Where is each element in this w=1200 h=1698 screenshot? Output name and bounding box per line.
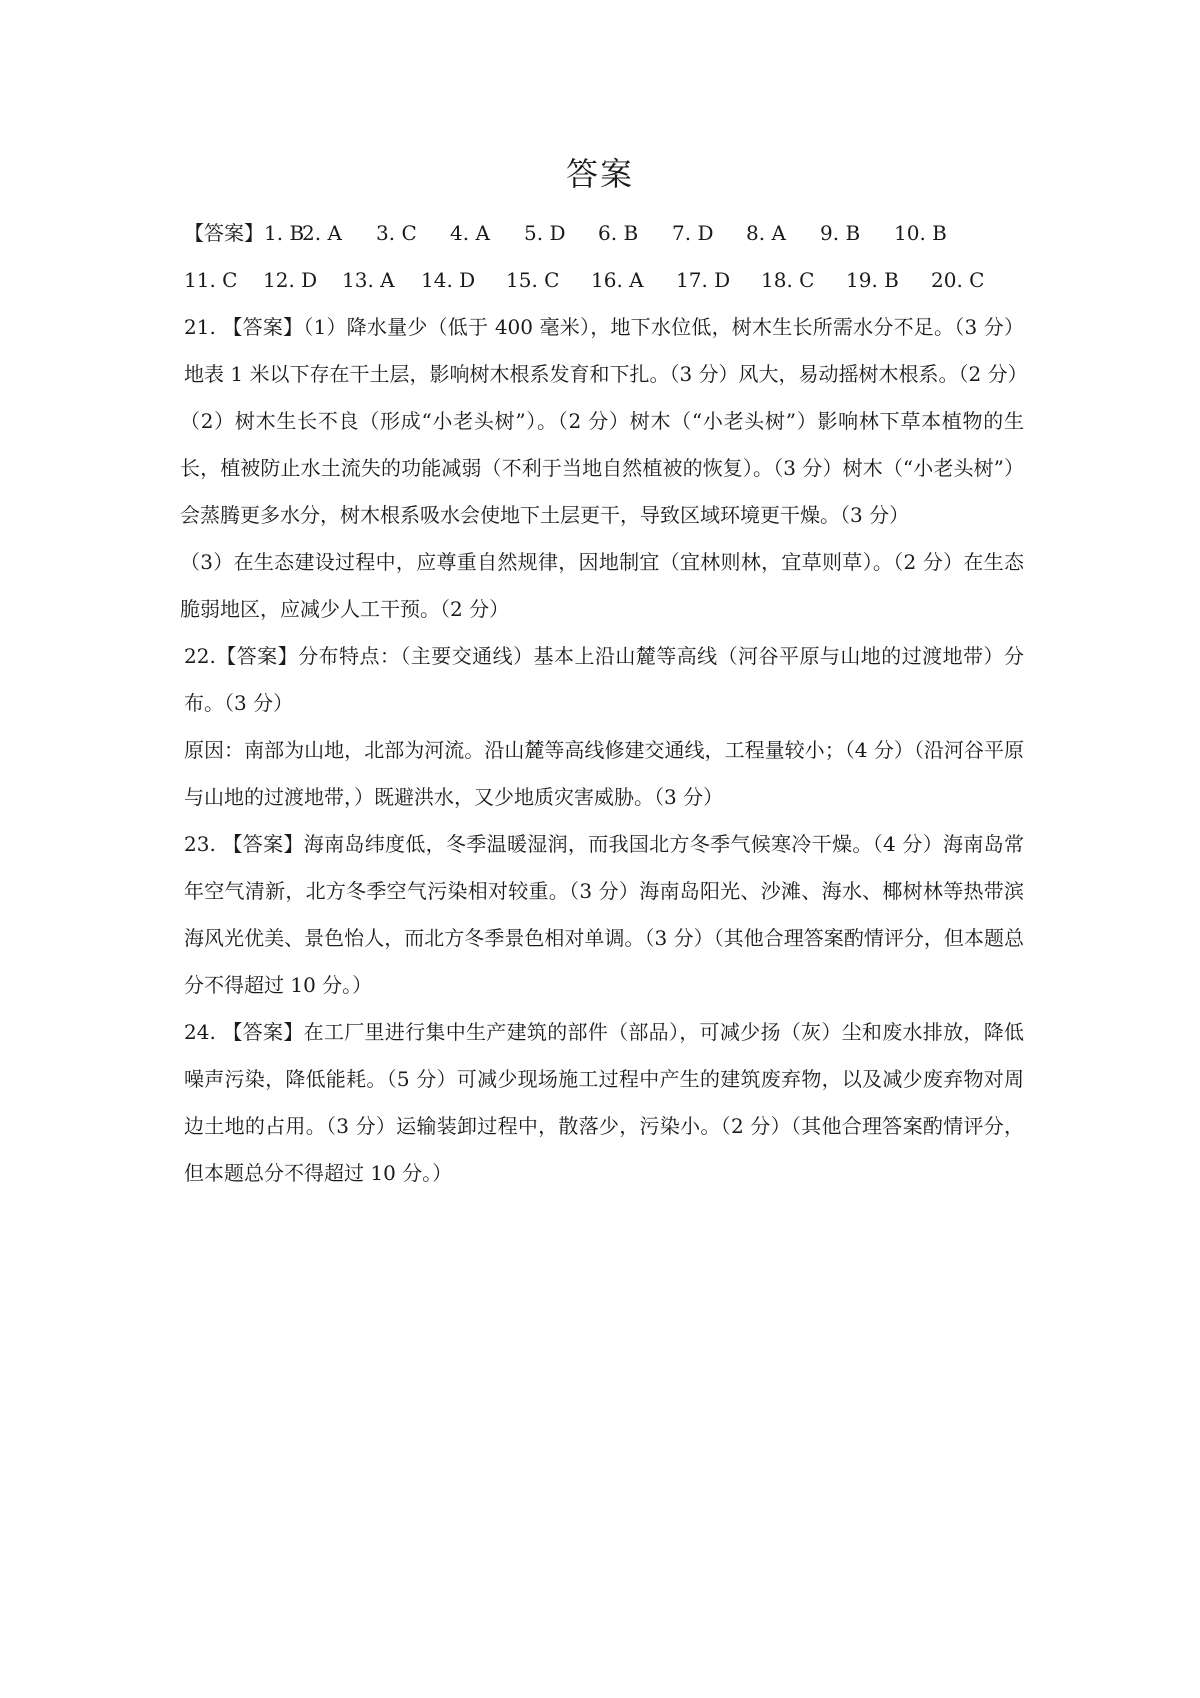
mc-answer: 11. C (184, 268, 238, 292)
q23-answer: 23. 【答案】海南岛纬度低，冬季温暖湿润，而我国北方冬季气候寒冷干燥。（4 分）海南岛常年空气清新，北方冬季空气污染相对较重。（3 分）海南岛阳光、沙滩、海水、椰树林等热带滨海风光优美、景色怡人，而北方冬季景色相对单调。（3 分）（其他合理答案酌情评分，但本题总分不得超过 10 分。） (184, 832, 1024, 997)
mc-answer: 10. B (894, 221, 947, 245)
mc-answer: 4. A (450, 221, 490, 245)
q22-answer-distribution: 22.【答案】分布特点：（主要交通线）基本上沿山麓等高线（河谷平原与山地的过渡地带）分布。（3 分） (184, 644, 1024, 715)
mc-answer: 8. A (746, 221, 786, 245)
mc-answer: 20. C (931, 268, 985, 292)
mc-answer: 5. D (524, 221, 566, 245)
mc-answer: 13. A (342, 268, 395, 292)
answer-body (180, 210, 1028, 1197)
mc-answer: 19. B (846, 268, 899, 292)
multiple-choice-row-1 (184, 210, 1024, 257)
page-title: 答案 (565, 155, 634, 193)
mc-answer: 15. C (506, 268, 560, 292)
mc-answer: 16. A (591, 268, 644, 292)
mc-answer: 7. D (672, 221, 714, 245)
q21-answer-part-2: （2）树木生长不良（形成“小老头树”）。（2 分）树木（“小老头树”）影响林下草本植物的生长，植被防止水土流失的功能减弱（不利于当地自然植被的恢复）。（3 分）树木（“小老头树”）会蒸腾更多水分，树木根系吸水会使地下土层更干，导致区域环境更干燥。（3 分） (180, 409, 1024, 527)
mc-answer: 【答案】1. B (184, 221, 305, 245)
mc-answer: 14. D (421, 268, 476, 292)
q22-answer-reason: 原因：南部为山地，北部为河流。沿山麓等高线修建交通线，工程量较小；（4 分）（沿河谷平原与山地的过渡地带，）既避洪水，又少地质灾害威胁。（3 分） (184, 738, 1024, 809)
multiple-choice-row-2 (184, 257, 1024, 304)
mc-answer: 12. D (263, 268, 318, 292)
mc-answer: 9. B (820, 221, 861, 245)
mc-answer: 17. D (676, 268, 731, 292)
mc-answer: 6. B (598, 221, 639, 245)
q24-answer: 24. 【答案】在工厂里进行集中生产建筑的部件（部品），可减少扬（灰）尘和废水排放，降低噪声污染，降低能耗。（5 分）可减少现场施工过程中产生的建筑废弃物，以及减少废弃物对周边土地的占用。（3 分）运输装卸过程中，散落少，污染小。（2 分）（其他合理答案酌情评分，但本题总分不得超过 10 分。） (184, 1020, 1024, 1185)
q21-answer-part-1: 21. 【答案】（1）降水量少（低于 400 毫米），地下水位低，树木生长所需水分不足。（3 分）地表 1 米以下存在干土层，影响树木根系发育和下扎。（3 分）风大，易动摇树木根系。（2 分） (184, 315, 1028, 386)
mc-answer: 2. A (302, 221, 342, 245)
q21-answer-part-3: （3）在生态建设过程中，应尊重自然规律，因地制宜（宜林则林，宜草则草）。（2 分）在生态脆弱地区，应减少人工干预。（2 分） (180, 550, 1024, 621)
mc-answer: 18. C (761, 268, 815, 292)
mc-answer: 3. C (376, 221, 417, 245)
